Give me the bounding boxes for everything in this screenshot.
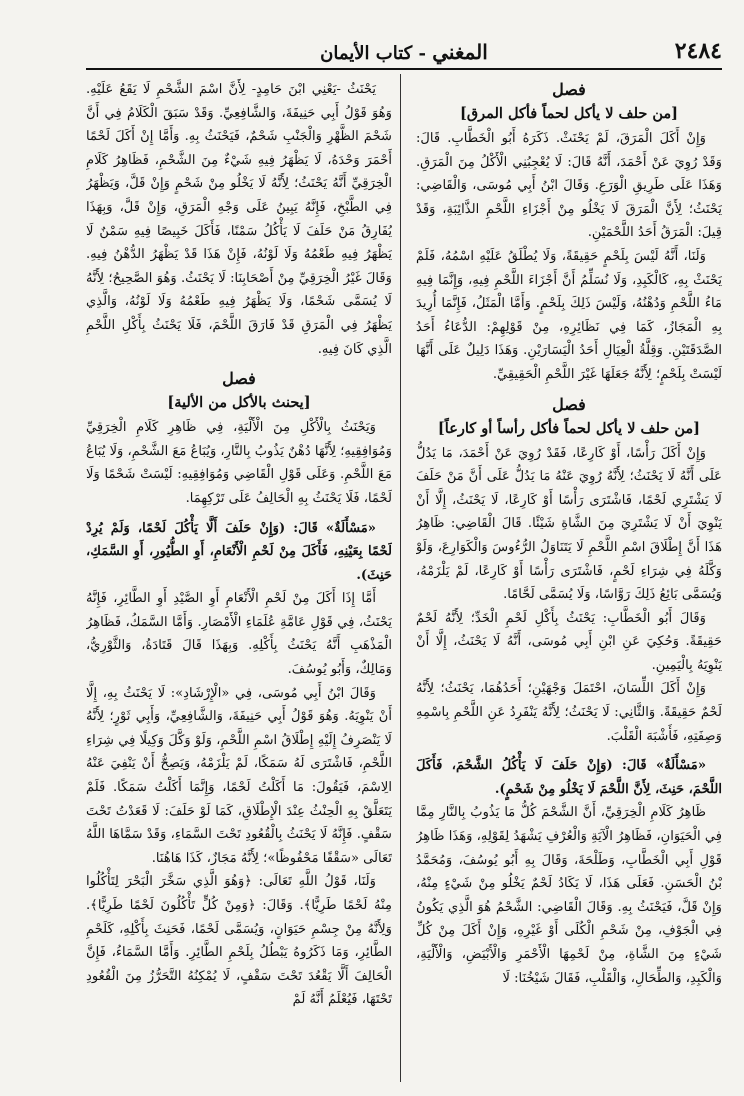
running-title — [86, 40, 722, 64]
paragraph: وَلَنَا، أَنَّهُ لَيْسَ بِلَحْمٍ حَقِيقَةً، وَلَا يُطْلَقُ عَلَيْهِ اسْمُهُ، فَلَمْ يَحْنَثْ بِهِ، كَالْكَبِدِ، وَلَا نُسَلِّمُ أَنَّ أَجْزَاءَ اللَّحْمِ فِيهِ، وَإِنَّمَا فِيهِ مَاءُ اللَّحْمِ وَدُهْنُهُ، وَلَيْسَ ذَلِكَ بِلَحْمٍ. وَأَمَّا الْمَثَلُ، فَإِنَّمَا أُرِيدَ بِهِ الْمَجَازُ، كَمَا فِي نَظَائِرِهِ، مِنْ قَوْلِهِمْ: الدُّعَاءُ أَحَدُ الصَّدَقَتَيْنِ. وَقِلَّةُ الْعِيَالِ أَحَدُ الْيَسَارَيْنِ. وَهَذَا دَلِيلٌ عَلَى أَنَّهَا لَيْسَتْ بِلَحْمٍ؛ لِأَنَّهُ جَعَلَهَا غَيْرَ اللَّحْمِ الْحَقِيقِيِّ. — [416, 248, 722, 382]
page-header — [86, 38, 722, 66]
paragraph: وَيَحْنَثُ بِالْأَكْلِ مِنَ الْأَلْيَةِ، فِي ظَاهِرِ كَلَامِ الْخِرَقِيِّ وَمُوَافِقِيهِ؛ لِأَنَّهَا دُهْنٌ يَذُوبُ بِالنَّارِ، وَيُبَاعُ مَعَ الشَّحْمِ، وَلَا يُبَاعُ مَعَ اللَّحْمِ. وَعَلَى قَوْلِ الْقَاضِي وَمُوَافِقِيهِ: لَيْسَتْ شَحْمًا وَلَا لَحْمًا، فَلَا يَحْنَثُ بِهِ الْحَالِفُ عَلَى تَرْكِهِمَا. — [86, 420, 392, 506]
paragraph: وَإِنْ أَكَلَ اللِّسَانَ، احْتَمَلَ وَجْهَيْنِ؛ أَحَدُهُمَا، يَحْنَثُ؛ لِأَنَّهُ لَحْمٌ حَقِيقَةً. وَالثَّانِي: لَا يَحْنَثُ؛ لِأَنَّهُ يَنْفَرِدُ عَنِ اللَّحْمِ بِاسْمِهِ وَصِفَتِهِ، فَأَشْبَهَ الْقَلْبَ. — [416, 681, 722, 744]
section-subtitle: [من حلف لا يأكل لحماً فأكل رأساً أو كارعاً] — [437, 419, 701, 437]
paragraph: ظَاهِرُ كَلَامِ الْخِرَقِيِّ، أَنَّ الشَّحْمَ كُلُّ مَا يَذُوبُ بِالنَّارِ مِمَّا فِي الْحَيَوَانِ، فَظَاهِرُ الْآيَةِ وَالْعُرْفِ يَشْهَدُ لِقَوْلِهِ، وَهَذَا ظَاهِرُ قَوْلِ أَبِي الْخَطَّابِ، وَطَلْحَةَ، وَقَالَ بِهِ أَبُو يُوسُفَ، وَمُحَمَّدُ بْنُ الْحَسَنِ. فَعَلَى هَذَا، لَا يَكَادُ لَحْمٌ يَخْلُو مِنْ شَيْءٍ مِنْهُ، وَإِنْ قَلَّ، فَيَحْنَثُ بِهِ. وَقَالَ الْقَاضِي: الشَّحْمُ هُوَ الَّذِي يَكُونُ فِي الْجَوْفِ، مِنْ شَحْمِ الْكُلَى أَوْ غَيْرِهِ، وَإِنْ أَكَلَ مِنْ كُلِّ شَيْءٍ مِنَ الشَّاةِ، مِنْ لَحْمِهَا الْأَحْمَرِ وَالْأَبْيَضِ، وَالْأَلْيَةِ، وَالْكَبِدِ، وَالطِّحَالِ، وَالْقَلْبِ، فَقَالَ شَيْخُنَا: لَا — [416, 805, 722, 986]
masala-statement: «مَسْأَلَةٌ» قَالَ: (وَإِنْ حَلَفَ لَا يَأْكُلُ الشَّحْمَ، فَأَكَلَ اللَّحْمَ، حَنِثَ، لِأَنَّ اللَّحْمَ لَا يَخْلُو مِنْ شَحْمٍ). — [416, 758, 722, 797]
paragraph: وَإِنْ أَكَلَ رَأْسًا، أَوْ كَارِعًا، فَقَدْ رُوِيَ عَنْ أَحْمَدَ، مَا يَدُلُّ عَلَى أَنَّهُ لَا يَحْنَثُ؛ لِأَنَّهُ رُوِيَ عَنْهُ مَا يَدُلُّ عَلَى أَنَّ مَنْ حَلَفَ لَا يَشْتَرِي لَحْمًا، فَاشْتَرَى رَأْسًا أَوْ كَارِعًا، لَا يَحْنَثُ، إِلَّا أَنْ يَنْوِيَ أَنْ لَا يَشْتَرِيَ مِنَ الشَّاةِ شَيْئًا. قَالَ الْقَاضِي: ظَاهِرُ هَذَا أَنَّ إِطْلَاقَ اسْمِ اللَّحْمِ لَا يَتَنَاوَلُ الرُّءُوسَ وَالْكَوَارِعَ، وَلَوْ وَكَّلَهُ فِي شِرَاءِ لَحْمٍ، فَاشْتَرَى رَأْسًا أَوْ كَارِعًا، لَمْ يَلْزَمْهُ، وَيُسَمَّى بَائِعُ ذَلِكَ رَوَّاسًا، وَلَا يُسَمَّى لَحَّامًا. — [416, 445, 722, 603]
title-separator: - — [412, 43, 433, 64]
header-divider — [86, 68, 722, 70]
paragraph: وَلَنَا، قَوْلُ اللَّهِ تَعَالَى: ﴿وَهُوَ الَّذِي سَخَّرَ الْبَحْرَ لِتَأْكُلُوا مِنْهُ لَحْمًا طَرِيًّا﴾. وَقَالَ: ﴿وَمِنْ كُلٍّ تَأْكُلُونَ لَحْمًا طَرِيًّا﴾. وَلِأَنَّهُ مِنْ جِسْمِ حَيَوَانٍ، وَيُسَمَّى لَحْمًا، فَحَنِثَ بِأَكْلِهِ، كَلَحْمِ الطَّائِرِ، وَمَا ذَكَرُوهُ يَبْطُلُ بِلَحْمِ الطَّائِرِ. وَأَمَّا السَّمَاءُ، فَإِنَّ الْحَالِفَ أَلَّا يَقْعُدَ تَحْتَ سَقْفٍ، لَا يُمْكِنُهُ التَّحَرُّزُ مِنَ الْقُعُودِ تَحْتَهَا، فَيُعْلَمُ أَنَّهُ لَمْ — [86, 874, 392, 1008]
section-subtitle: [يحنث بالأكل من الألية] — [167, 394, 311, 412]
paragraph: يَحْنَثُ -يَعْنِي ابْنَ حَامِدٍ- لِأَنَّ اسْمَ الشَّحْمِ لَا يَقَعُ عَلَيْهِ. وَهُوَ قَوْلُ أَبِي حَنِيفَةَ، وَالشَّافِعِيِّ. وَقَدْ سَبَقَ الْكَلَامُ فِي أَنَّ شَحْمَ الظَّهْرِ وَالْجَنْبِ شَحْمٌ، فَيَحْنَثُ بِهِ. وَأَمَّا إِنْ أَكَلَ لَحْمًا أَحْمَرَ وَحْدَهُ، لَا يَظْهَرُ فِيهِ شَيْءٌ مِنَ الشَّحْمِ، فَظَاهِرُ كَلَامِ الْخِرَقِيِّ أَنَّهُ يَحْنَثُ؛ لِأَنَّهُ لَا يَخْلُو مِنْ شَحْمٍ وَإِنْ قَلَّ، وَيَظْهَرُ فِي الطَّبْخِ، فَإِنَّهُ يَبِينُ عَلَى وَجْهِ الْمَرَقِ، وَإِنْ قَلَّ، وَبِهَذَا يُفَارِقُ مَنْ حَلَفَ لَا يَأْكُلُ سَمْنًا، فَأَكَلَ خَبِيصًا فِيهِ سَمْنٌ لَا يَظْهَرُ فِيهِ طَعْمُهُ وَلَا لَوْنُهُ، فَإِنْ هَذَا قَدْ يَظْهَرُ الدُّهْنُ فِيهِ. وَقَالَ غَيْرُ الْخِرَقِيِّ مِنْ أَصْحَابِنَا: لَا يَحْنَثُ. وَهُوَ الصَّحِيحُ؛ لِأَنَّهُ لَا يُسَمَّى شَحْمًا، وَلَا يَظْهَرُ فِيهِ طَعْمُهُ وَلَا لَوْنُهُ، وَالَّذِي يَظْهَرُ فِي الْمَرَقِ قَدْ فَارَقَ اللَّحْمَ، فَلَا يَحْنَثُ بِأَكْلِ اللَّحْمِ الَّذِي كَانَ فِيهِ. — [86, 82, 392, 357]
paragraph: وَقَالَ ابْنُ أَبِي مُوسَى، فِي «الْإِرْشَادِ»: لَا يَحْنَثُ بِهِ، إِلَّا أَنْ يَنْوِيَهُ. وَهُوَ قَوْلُ أَبِي حَنِيفَةَ، وَالشَّافِعِيِّ، وَأَبِي ثَوْرٍ؛ لِأَنَّهُ لَا يَنْصَرِفُ إِلَيْهِ إِطْلَاقُ اسْمِ اللَّحْمِ، وَلَوْ وَكَّلَ وَكِيلًا فِي شِرَاءِ اللَّحْمِ، فَاشْتَرَى لَهُ سَمَكًا، لَمْ يَلْزَمْهُ، وَيَصِحُّ أَنْ يَنْفِيَ عَنْهُ الِاسْمَ، فَيَقُولَ: مَا أَكَلْتُ لَحْمًا، وَإِنَّمَا أَكَلْتُ سَمَكًا. فَلَمْ يَتَعَلَّقْ بِهِ الْحِنْثُ عِنْدَ الْإِطْلَاقِ، كَمَا لَوْ حَلَفَ: لَا قَعَدْتُ تَحْتَ سَقْفٍ. فَإِنَّهُ لَا يَحْنَثُ بِالْقُعُودِ تَحْتَ السَّمَاءِ، وَقَدْ سَمَّاهَا اللَّهُ تَعَالَى «سَقْفًا مَحْفُوظًا»؛ لِأَنَّهُ مَجَازٌ، كَذَا هَاهُنَا. — [86, 685, 392, 866]
section-heading: فصل — [222, 369, 256, 389]
masala-statement: «مَسْأَلَةٌ» قَالَ: (وَإِنْ حَلَفَ أَلَّا يَأْكُلَ لَحْمًا، وَلَمْ يُرِدْ لَحْمًا بِعَيْنِهِ، فَأَكَلَ مِنْ لَحْمِ الْأَنْعَامِ، أَوِ الطُّيُورِ، أَوِ السَّمَكِ، حَنِثَ). — [86, 520, 392, 583]
section-heading: فصل — [552, 80, 586, 99]
page-number: ٢٤٨٤ — [674, 38, 722, 64]
paragraph: أَمَّا إِذَا أَكَلَ مِنْ لَحْمِ الْأَنْعَامِ أَوِ الصَّيْدِ أَوِ الطَّائِرِ، فَإِنَّهُ يَحْنَثُ، فِي قَوْلِ عَامَّةِ عُلَمَاءِ الْأَمْصَارِ. وَأَمَّا السَّمَكُ، فَظَاهِرُ الْمَذْهَبِ أَنَّهُ يَحْنَثُ بِأَكْلِهِ. وَبِهَذَا قَالَ قَتَادَةُ، وَالثَّوْرِيُّ، وَمَالِكٌ، وَأَبُو يُوسُفَ. — [86, 591, 392, 678]
paragraph: وَقَالَ أَبُو الْخَطَّابِ: يَحْنَثُ بِأَكْلِ لَحْمِ الْخَدِّ؛ لِأَنَّهُ لَحْمٌ حَقِيقَةً. وَحُكِيَ عَنِ ابْنِ أَبِي مُوسَى، أَنَّهُ لَا يَحْنَثُ، إِلَّا أَنْ يَنْوِيَهُ بِالْيَمِينِ. — [416, 610, 722, 673]
section-heading: فصل — [552, 394, 586, 414]
left-column — [86, 78, 392, 1082]
paragraph: وَإِنْ أَكَلَ الْمَرَقَ، لَمْ يَحْنَثْ. ذَكَرَهُ أَبُو الْخَطَّابِ. قَالَ: وَقَدْ رُوِيَ عَنْ أَحْمَدَ، أَنَّهُ قَالَ: لَا يُعْجِبُنِي الْأَكْلُ مِنَ الْمَرَقِ. وَهَذَا عَلَى طَرِيقِ الْوَرَعِ. وَقَالَ ابْنُ أَبِي مُوسَى، وَالْقَاضِي: يَحْنَثُ؛ لِأَنَّ الْمَرَقَ لَا يَخْلُو مِنْ أَجْزَاءِ اللَّحْمِ الذَّائِبَةِ، وَقَدْ قِيلَ: الْمَرَقُ أَحَدُ اللَّحْمَيْنِ. — [416, 131, 722, 241]
column-divider — [400, 74, 401, 1082]
book-title: المغني — [432, 40, 488, 64]
chapter-title: كتاب الأيمان — [320, 43, 413, 64]
right-column — [416, 78, 722, 1082]
section-subtitle: [من حلف لا يأكل لحماً فأكل المرق] — [459, 105, 679, 122]
